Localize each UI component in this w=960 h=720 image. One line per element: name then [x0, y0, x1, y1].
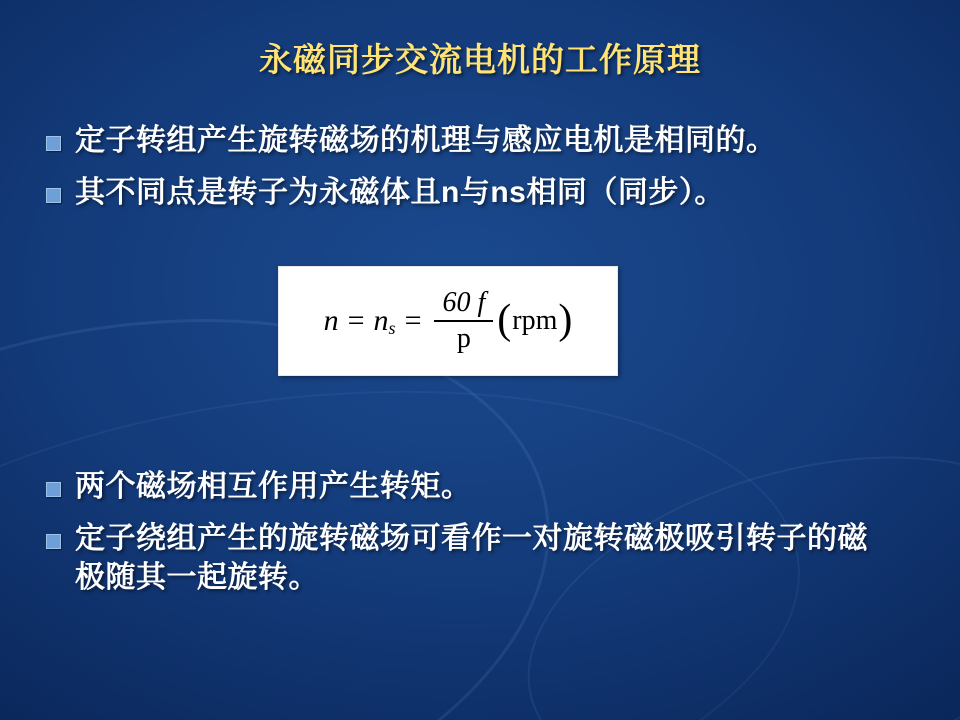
list-item [40, 520, 920, 597]
square-bullet-icon [46, 482, 61, 497]
formula-fraction [434, 287, 493, 355]
bullet-list-lower [40, 468, 920, 611]
bullet-text: 其不同点是转子为永磁体且n与ns相同（同步）。 [75, 176, 725, 210]
bullet-text: 两个磁场相互作用产生转矩。 [75, 470, 472, 503]
slide-title [0, 40, 960, 80]
formula [324, 287, 573, 355]
list-item [40, 468, 920, 506]
slide-title-sub: 的工作原理 [531, 41, 701, 78]
formula-paren-close: ) [558, 297, 573, 344]
formula-unit: rpm [512, 305, 558, 336]
formula-paren-open: ( [497, 297, 512, 344]
formula-lhs-var: n [323, 304, 339, 337]
formula-rhs-subscript: s [388, 317, 396, 338]
bullet-text: 定子绕组产生的旋转磁场可看作一对旋转磁极吸引转子的磁极随其一起旋转。 [75, 522, 868, 594]
list-item [40, 122, 920, 160]
formula-numerator: 60 f [442, 287, 486, 318]
bullet-text: 定子转组产生旋转磁场的机理与感应电机是相同的。 [75, 124, 777, 157]
formula-equals-1: = [347, 304, 365, 337]
formula-denominator: p [456, 323, 471, 354]
slide-title-main: 永磁同步交流电机 [259, 41, 531, 78]
square-bullet-icon [46, 136, 61, 151]
square-bullet-icon [46, 188, 61, 203]
formula-equals-2: = [404, 304, 422, 337]
list-item [40, 174, 920, 212]
formula-rhs-var: n [373, 304, 389, 337]
formula-image-box [278, 266, 618, 376]
bullet-list-upper [40, 122, 920, 227]
square-bullet-icon [46, 534, 61, 549]
